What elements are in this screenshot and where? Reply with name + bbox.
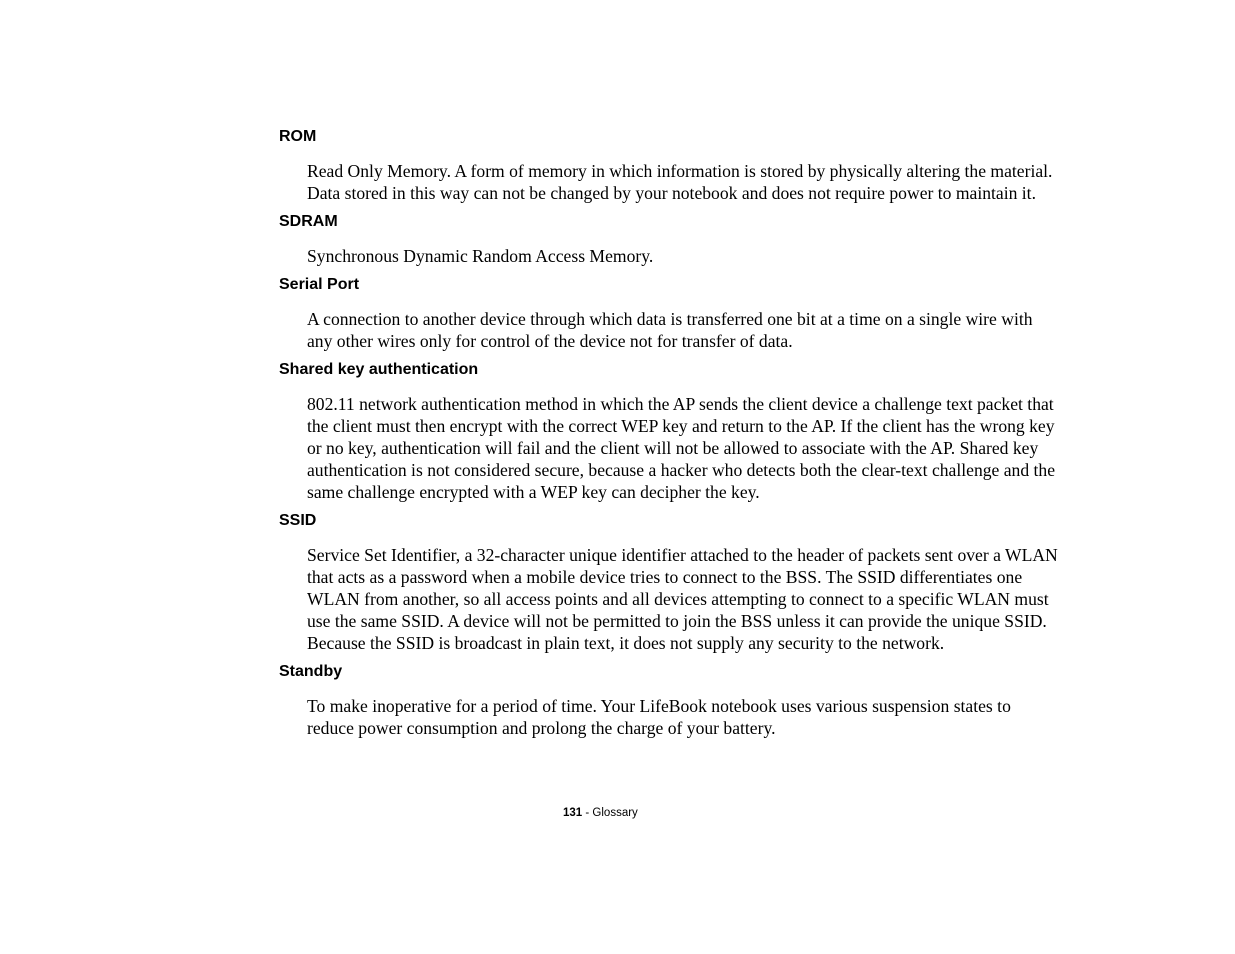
term-definition: To make inoperative for a period of time. Your LifeBook notebook uses various suspension states to reduce power consumption and prolong the charge of your battery. [307, 696, 1011, 738]
glossary-entry-ssid [279, 511, 1061, 654]
term-heading: SDRAM [279, 213, 338, 230]
term-definition: Synchronous Dynamic Random Access Memory. [307, 246, 654, 266]
glossary-entry-standby [279, 662, 1061, 739]
term-definition: Read Only Memory. A form of memory in which information is stored by physically altering the material. Data stored in this way can not be changed by your notebook and does not require power to maintain it. [307, 161, 1053, 203]
glossary-entry-rom [279, 127, 1061, 204]
term-heading: SSID [279, 512, 317, 529]
term-heading: Serial Port [279, 276, 360, 293]
term-definition: Service Set Identifier, a 32-character unique identifier attached to the header of packets sent over a WLAN that acts as a password when a mobile device tries to connect to the BSS. The SSID differentiates one WLAN from another, so all access points and all devices attempting to connect to a specific WLAN must use the same SSID. A device will not be permitted to join the BSS unless it can provide the unique SSID. Because the SSID is broadcast in plain text, it does not supply any security to the network. [307, 545, 1058, 653]
footer-section-name: Glossary [592, 807, 638, 819]
glossary-entry-serial-port [279, 275, 1061, 352]
glossary-list [279, 127, 1061, 747]
page-footer [563, 806, 638, 820]
footer-separator: - [582, 807, 593, 819]
glossary-entry-sdram [279, 212, 1061, 267]
term-heading: Standby [279, 663, 343, 680]
term-definition: 802.11 network authentication method in which the AP sends the client device a challenge text packet that the client must then encrypt with the correct WEP key and return to the AP. If the client has the wrong key or no key, authentication will fail and the client will not be allowed to associate with the AP. Shared key authentication is not considered secure, because a hacker who detects both the clear-text challenge and the same challenge encrypted with a WEP key can decipher the key. [307, 394, 1056, 502]
term-heading: ROM [279, 128, 317, 145]
page-number: 131 [563, 807, 583, 819]
glossary-entry-shared-key-authentication [279, 360, 1061, 503]
term-definition: A connection to another device through which data is transferred one bit at a time on a single wire with any other wires only for control of the device not for transfer of data. [307, 309, 1033, 351]
term-heading: Shared key authentication [279, 361, 479, 378]
